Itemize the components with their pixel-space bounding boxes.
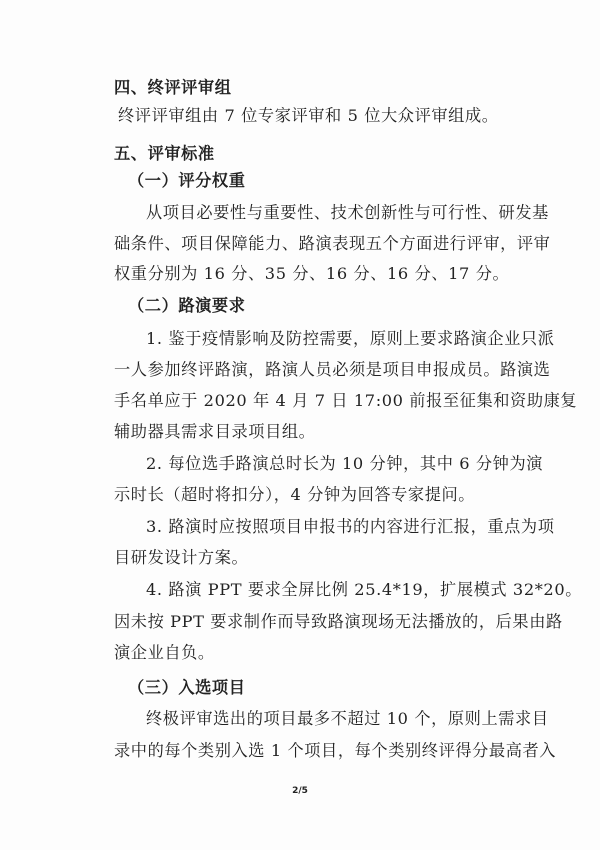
requirements-line-4: 辅助器具需求目录项目组。: [114, 422, 316, 441]
requirements-line-8: 目研发设计方案。: [114, 548, 249, 567]
requirements-line-5: 2. 每位选手路演总时长为 10 分钟，其中 6 分钟为演: [146, 454, 544, 473]
requirements-line-3: 手名单应于 2020 年 4 月 7 日 17:00 前报至征集和资助康复: [114, 391, 578, 410]
requirements-line-6: 示时长（超时将扣分），4 分钟为回答专家提问。: [114, 485, 476, 504]
requirements-heading: （二）路演要求: [128, 296, 246, 315]
page-number: 2/5: [292, 786, 308, 796]
requirements-line-7: 3. 路演时应按照项目申报书的内容进行汇报，重点为项: [146, 517, 555, 536]
section4-heading: 四、终评评审组: [114, 78, 232, 97]
requirements-line-2: 一人参加终评路演，路演人员必须是项目申报成员。路演选: [114, 360, 551, 379]
requirements-line-9: 4. 路演 PPT 要求全屏比例 25.4*19，扩展模式 32*20。: [146, 580, 583, 599]
requirements-line-11: 演企业自负。: [114, 643, 215, 662]
selected-line-2: 录中的每个类别入选 1 个项目，每个类别终评得分最高者入: [114, 741, 557, 760]
weights-heading: （一）评分权重: [128, 171, 246, 190]
requirements-line-1: 1. 鉴于疫情影响及防控需要，原则上要求路演企业只派: [146, 329, 555, 348]
weights-line-1: 从项目必要性与重要性、技术创新性与可行性、研发基: [146, 203, 549, 222]
selected-heading: （三）入选项目: [128, 678, 246, 697]
weights-line-2: 础条件、项目保障能力、路演表现五个方面进行评审，评审: [114, 234, 551, 253]
weights-line-3: 权重分别为 16 分、35 分、16 分、16 分、17 分。: [114, 264, 510, 283]
requirements-line-10: 因未按 PPT 要求制作而导致路演现场无法播放的，后果由路: [114, 612, 563, 631]
section5-heading: 五、评审标准: [114, 144, 215, 163]
section4-body: 终评评审组由 7 位专家评审和 5 位大众评审组成。: [118, 106, 499, 125]
selected-line-1: 终极评审选出的项目最多不超过 10 个，原则上需求目: [146, 709, 549, 728]
